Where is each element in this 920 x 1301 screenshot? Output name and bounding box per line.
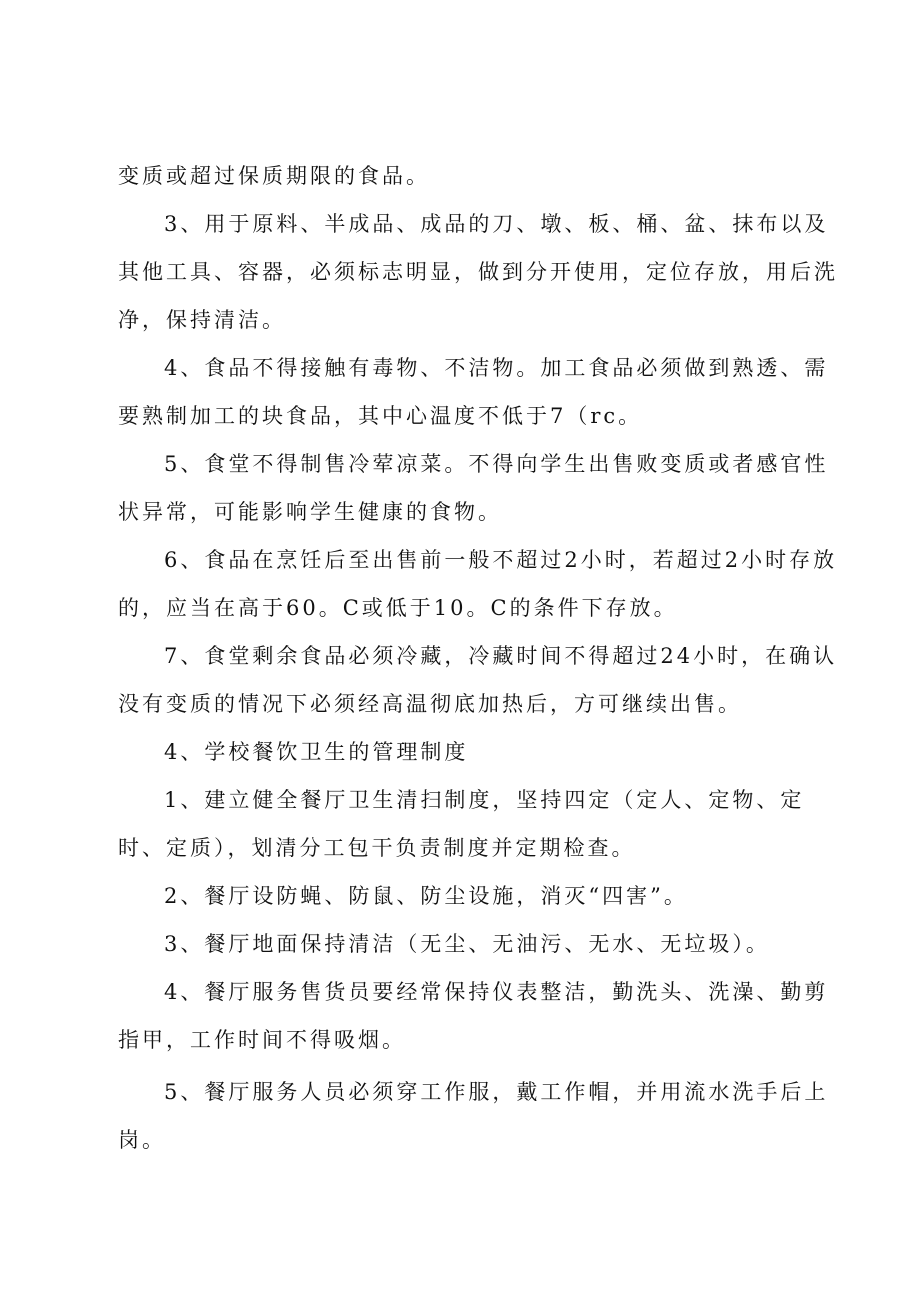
paragraph-rule-1-cleaning: 1、建立健全餐厅卫生清扫制度，坚持四定（定人、定物、定时、定质），划清分工包干负责制度并定期检查。 xyxy=(118,788,805,860)
paragraph-item-3-tools: 3、用于原料、半成品、成品的刀、墩、板、桶、盆、抹布以及其他工具、容器，必须标志明显，做到分开使用，定位存放，用后洗净，保持清洁。 xyxy=(118,212,838,332)
paragraph-continuation: 变质或超过保质期限的食品。 xyxy=(118,164,430,188)
paragraph-rule-4-staff-hygiene: 4、餐厅服务售货员要经常保持仪表整洁，勤洗头、洗澡、勤剪指甲，工作时间不得吸烟。 xyxy=(118,980,829,1052)
paragraph-rule-3-floor: 3、餐厅地面保持清洁（无尘、无油污、无水、无垃圾）。 xyxy=(164,932,770,956)
paragraph-rule-5-uniform: 5、餐厅服务人员必须穿工作服，戴工作帽，并用流水洗手后上岗。 xyxy=(118,1080,829,1152)
paragraph-item-6-storage: 6、食品在烹饪后至出售前一般不超过2小时，若超过2小时存放的，应当在高于60。C或低于10。C的条件下存放。 xyxy=(118,548,838,620)
paragraph-item-5-cold-dishes: 5、食堂不得制售冷荤凉菜。不得向学生出售败变质或者感官性状异常，可能影响学生健康的食物。 xyxy=(118,452,829,524)
paragraph-rule-2-pests: 2、餐厅设防蝇、防鼠、防尘设施，消灭“四害”。 xyxy=(164,884,688,908)
section-heading: 4、学校餐饮卫生的管理制度 xyxy=(164,740,469,764)
paragraph-item-4-contamination: 4、食品不得接触有毒物、不洁物。加工食品必须做到熟透、需要熟制加工的块食品，其中心温度不低于7（rc。 xyxy=(118,356,829,428)
paragraph-item-7-leftovers: 7、食堂剩余食品必须冷藏，冷藏时间不得超过24小时，在确认没有变质的情况下必须经高温彻底加热后，方可继续出售。 xyxy=(118,644,838,716)
